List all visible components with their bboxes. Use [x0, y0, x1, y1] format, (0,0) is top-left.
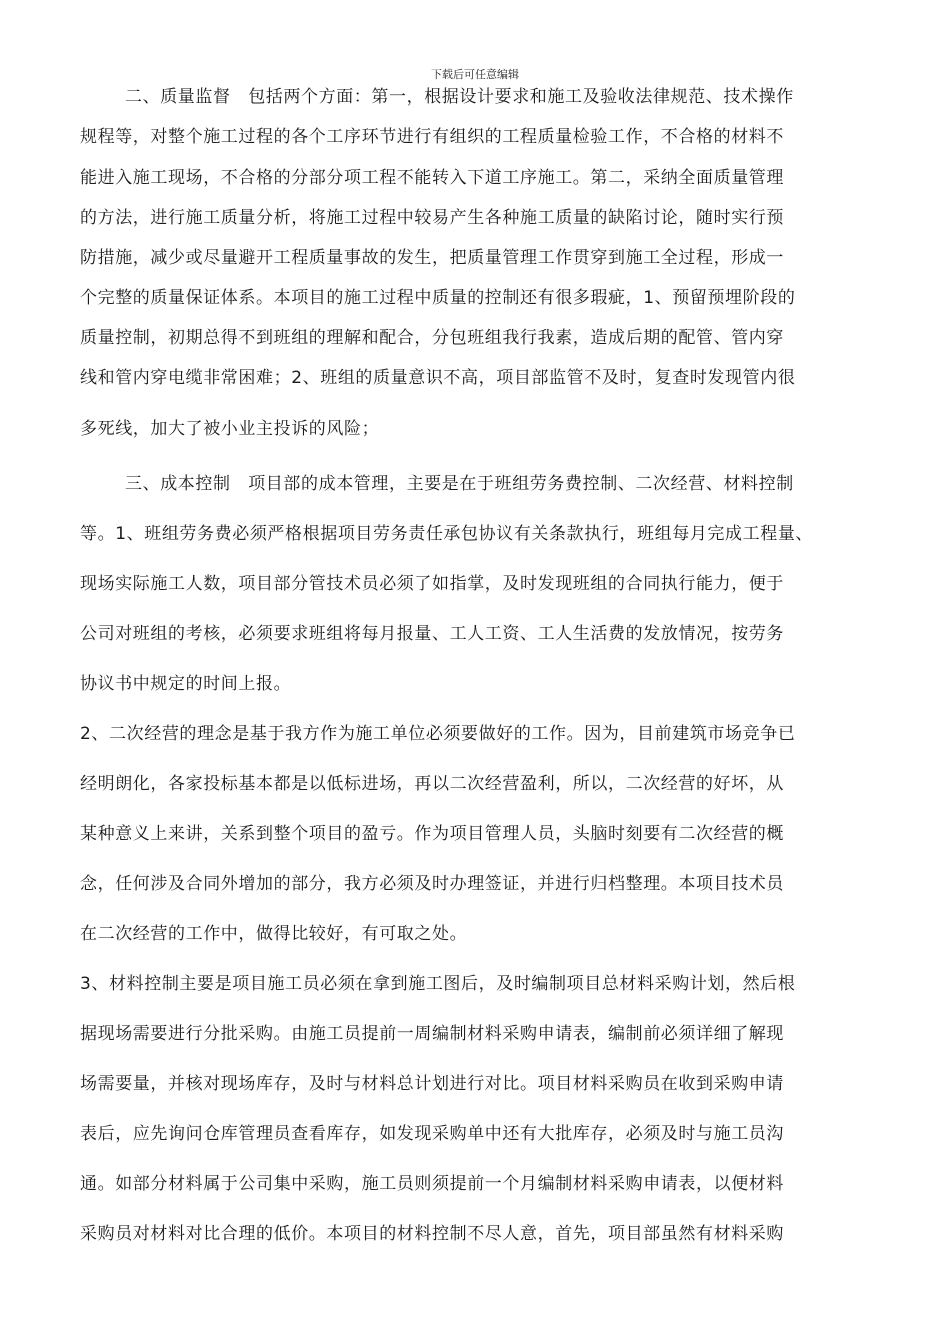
text-line: 防措施，减少或尽量避开工程质量事故的发生，把质量管理工作贯穿到施工全过程，形成一 — [80, 248, 784, 268]
text-line: 能进入施工现场，不合格的分部分项工程不能转入下道工序施工。第二，采纳全面质量管理 — [80, 168, 784, 188]
text-line: 个完整的质量保证体系。本项目的施工过程中质量的控制还有很多瑕疵，1、预留预埋阶段的 — [80, 288, 796, 308]
text-line: 质量控制，初期总得不到班组的理解和配合，分包班组我行我素，造成后期的配管、管内穿 — [80, 328, 784, 348]
text-line: 现场实际施工人数，项目部分管技术员必须了如指掌，及时发现班组的合同执行能力，便于 — [80, 574, 784, 594]
text-line: 3、材料控制主要是项目施工员必须在拿到施工图后，及时编制项目总材料采购计划，然后根 — [80, 974, 796, 994]
page-header: 下载后可任意编辑 — [431, 68, 519, 81]
text-line: 线和管内穿电缆非常困难；2、班组的质量意识不高，项目部监管不及时，复查时发现管内很 — [80, 368, 796, 388]
text-line: 采购员对材料对比合理的低价。本项目的材料控制不尽人意，首先，项目部虽然有材料采购 — [80, 1224, 784, 1244]
text-line: 念，任何涉及合同外增加的部分，我方必须及时办理签证，并进行归档整理。本项目技术员 — [80, 874, 784, 894]
text-line: 二、质量监督 包括两个方面：第一，根据设计要求和施工及验收法律规范、技术操作 — [125, 87, 794, 107]
text-line: 2、二次经营的理念是基于我方作为施工单位必须要做好的工作。因为，目前建筑市场竞争已 — [80, 724, 796, 744]
text-line: 在二次经营的工作中，做得比较好，有可取之处。 — [80, 924, 468, 944]
text-line: 表后，应先询问仓库管理员查看库存，如发现采购单中还有大批库存，必须及时与施工员沟 — [80, 1124, 784, 1144]
text-line: 通。如部分材料属于公司集中采购，施工员则须提前一个月编制材料采购申请表，以便材料 — [80, 1174, 784, 1194]
text-line: 的方法，进行施工质量分析，将施工过程中较易产生各种施工质量的缺陷讨论，随时实行预 — [80, 208, 784, 228]
text-line: 某种意义上来讲，关系到整个项目的盈亏。作为项目管理人员，头脑时刻要有二次经营的概 — [80, 824, 784, 844]
text-line: 三、成本控制 项目部的成本管理，主要是在于班组劳务费控制、二次经营、材料控制 — [125, 474, 794, 494]
text-line: 据现场需要进行分批采购。由施工员提前一周编制材料采购申请表，编制前必须详细了解现 — [80, 1024, 784, 1044]
text-line: 规程等，对整个施工过程的各个工序环节进行有组织的工程质量检验工作，不合格的材料不 — [80, 127, 784, 147]
text-line: 公司对班组的考核，必须要求班组将每月报量、工人工资、工人生活费的发放情况，按劳务 — [80, 624, 784, 644]
text-line: 多死线，加大了被小业主投诉的风险； — [80, 419, 380, 439]
text-line: 协议书中规定的时间上报。 — [80, 674, 292, 694]
text-line: 经明朗化，各家投标基本都是以低标进场，再以二次经营盈利，所以，二次经营的好坏，从 — [80, 774, 784, 794]
text-line: 等。1、班组劳务费必须严格根据项目劳务责任承包协议有关条款执行，班组每月完成工程量、 — [80, 524, 814, 544]
text-line: 场需要量，并核对现场库存，及时与材料总计划进行对比。项目材料采购员在收到采购申请 — [80, 1074, 784, 1094]
